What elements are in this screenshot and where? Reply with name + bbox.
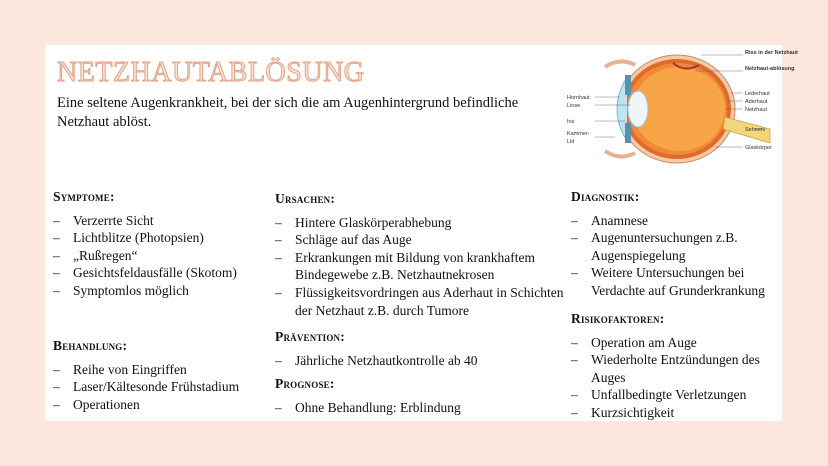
label-hornhaut: Hornhaut [567, 95, 590, 101]
label-lederhaut: Lederhaut [745, 91, 770, 97]
label-lid: Lid [567, 139, 575, 145]
list-item: – „Rußregen“ [53, 247, 268, 265]
list-item: – Kurzsichtigkeit [571, 404, 781, 422]
label-glaskoerper: Glaskörper [745, 145, 772, 151]
list-item: – Symptomlos möglich [53, 282, 268, 300]
section-risikofaktoren [571, 310, 781, 422]
page-title: NETZHAUTABLÖSUNG [57, 57, 365, 88]
section-praevention [275, 328, 565, 369]
section-heading: Risikofaktoren: [571, 311, 665, 326]
section-symptome [53, 188, 268, 300]
section-heading: Prävention: [275, 329, 345, 344]
label-linse: Linse [567, 103, 581, 109]
list-item: – Ohne Behandlung: Erblindung [275, 399, 565, 417]
label-aderhaut: Aderhaut [745, 99, 768, 105]
list-item: – Lichtblitze (Photopsien) [53, 229, 268, 247]
list-item: – Operation am Auge [571, 334, 781, 352]
list-item: – Flüssigkeitsvordringen aus Aderhaut in Schichten der Netzhaut z.B. durch Tumore [275, 284, 565, 319]
label-sehnerv: Sehnerv [745, 127, 766, 133]
label-iris: Iris [567, 119, 575, 125]
label-kammer: Kammer- [567, 131, 590, 137]
label-abloesung: Netzhaut-ablösung [745, 66, 795, 72]
list-item: – Erkrankungen mit Bildung von krankhaftem Bindegewebe z.B. Netzhautnekrosen [275, 249, 565, 284]
list-item: – Jährliche Netzhautkontrolle ab 40 [275, 352, 565, 370]
section-heading: Ursachen: [275, 191, 336, 206]
section-heading: Diagnostik: [571, 189, 640, 204]
list-item: – Weitere Untersuchungen bei Verdachte auf Grunderkrankung [571, 264, 781, 299]
list-item: – Augenuntersuchungen z.B. Augenspiegelung [571, 229, 781, 264]
section-heading: Behandlung: [53, 338, 128, 353]
label-riss: Riss in der Netzhaut [745, 50, 798, 56]
list-item: – Laser/Kältesonde Frühstadium [53, 378, 268, 396]
section-ursachen [275, 190, 565, 319]
section-prognose [275, 375, 565, 416]
section-behandlung [53, 337, 268, 413]
list-item: – Verzerrte Sicht [53, 212, 268, 230]
content-card [45, 45, 798, 421]
list-item: – Operationen [53, 396, 268, 414]
label-netzhaut: Netzhaut [745, 107, 768, 113]
list-item: – Wiederholte Entzündungen des Auges [571, 351, 781, 386]
list-item: – Reihe von Eingriffen [53, 361, 268, 379]
list-item: – Gesichtsfeldausfälle (Skotom) [53, 264, 268, 282]
eye-diagram [565, 47, 798, 167]
list-item: – Schläge auf das Auge [275, 231, 565, 249]
section-heading: Prognose: [275, 376, 335, 391]
list-item: – Unfallbedingte Verletzungen [571, 386, 781, 404]
list-item: – Anamnese [571, 212, 781, 230]
section-heading: Symptome: [53, 189, 115, 204]
list-item: – Hintere Glaskörperabhebung [275, 214, 565, 232]
subtitle: Eine seltene Augenkrankheit, bei der sich die am Augenhintergrund befindliche Netzhaut ablöst. [57, 95, 519, 130]
section-diagnostik [571, 188, 781, 300]
